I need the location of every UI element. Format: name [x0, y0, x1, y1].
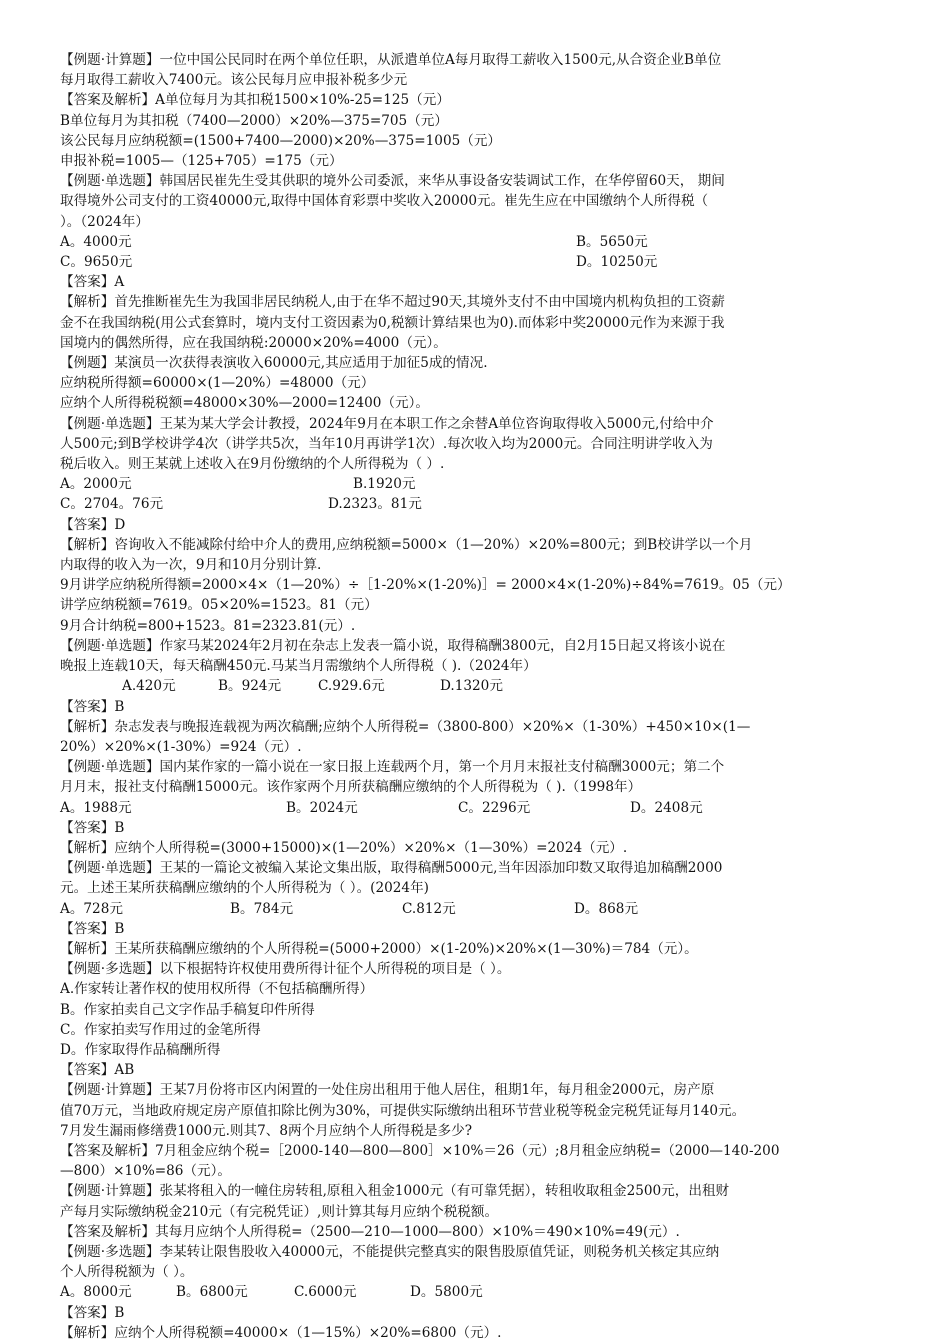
option-cell: C.929.6元 — [318, 678, 385, 695]
text-line: 【例题·多选题】李某转让限售股收入40000元，不能提供完整真实的限售股原值凭证，则税务机关核定其应纳 — [60, 1243, 720, 1260]
option-cell: D。2408元 — [630, 799, 703, 816]
text-line: 【解析】应纳个人所得税额=40000×（1—15%）×20%=6800（元）. — [60, 1324, 502, 1341]
text-line: 20%）×20%×(1-30%）=924（元）. — [60, 738, 302, 755]
text-line: 7月发生漏雨修缮费1000元.则其7、8两个月应纳个人所得税是多少? — [60, 1122, 472, 1139]
option-cell: C。2704。76元 — [60, 496, 164, 513]
text-line: 税后收入。则王某就上述收入在9月份缴纳的个人所得税为（ ）. — [60, 456, 445, 473]
text-line: —800）×10%=86（元）。 — [60, 1163, 232, 1180]
text-line: 【解析】王某所获稿酬应缴纳的个人所得税=(5000+2000）×(1-20%)×20%×(1—30%)＝784（元）。 — [60, 940, 698, 957]
option-cell: C。2296元 — [458, 799, 531, 816]
text-line: 【例题】某演员一次获得表演收入60000元,其应适用于加征5成的情况. — [60, 355, 488, 372]
text-line: 应纳个人所得税税额=48000×30%—2000=12400（元）。 — [60, 395, 429, 412]
option-row — [60, 798, 892, 818]
text-line: 【答案】B — [60, 698, 125, 715]
text-line: 【答案】B — [60, 1304, 125, 1321]
option-cell: A.420元 — [122, 678, 176, 695]
text-line: A.作家转让著作权的使用权所得（不包括稿酬所得） — [60, 981, 374, 998]
text-line: 【例题·单选题】王某为某大学会计教授，2024年9月在本职工作之余替A单位咨询取得收入5000元,付给中介 — [60, 415, 714, 432]
option-cell: A。8000元 — [60, 1284, 132, 1301]
option-cell: C。9650元 — [60, 254, 133, 271]
option-cell: D。868元 — [574, 900, 639, 917]
text-line: 【答案及解析】其每月应纳个人所得税=（2500—210—1000—800）×10%＝490×10%=49(元）. — [60, 1223, 680, 1240]
text-line: 9月合计纳税=800+1523。81=2323.81(元）. — [60, 617, 356, 634]
text-line: 【例题·单选题】王某的一篇论文被编入某论文集出版，取得稿酬5000元,当年因添加印数又取得追加稿酬2000 — [60, 860, 723, 877]
text-line: 【例题·计算题】王某7月份将市区内闲置的一处住房出租用于他人居住，租期1年，每月租金2000元，房产原 — [60, 1082, 715, 1099]
text-line: 讲学应纳税额=7619。05×20%=1523。81（元） — [60, 597, 378, 614]
text-line: 内取得的收入为一次，9月和10月分别计算. — [60, 557, 322, 574]
text-line: 元。上述王某所获稿酬应缴纳的个人所得税为（ ）。(2024年) — [60, 880, 429, 897]
option-cell: D。5800元 — [410, 1284, 483, 1301]
text-line: 【答案】B — [60, 819, 125, 836]
option-cell: A。728元 — [60, 900, 123, 917]
text-line: 【例题·单选题】作家马某2024年2月初在杂志上发表一篇小说，取得稿酬3800元，自2月15日起又将该小说在 — [60, 637, 726, 654]
text-line: 金不在我国纳税(用公式套算时，境内支付工资因素为0,税额计算结果也为0).而体彩中奖20000元作为来源于我 — [60, 314, 725, 331]
text-line: 【例题·单选题】韩国居民崔先生受其供职的境外公司委派，来华从事设备安装调试工作，在华停留60天， 期间 — [60, 173, 725, 190]
text-line: 【答案】A — [60, 274, 125, 291]
text-line: 【例题·计算题】一位中国公民同时在两个单位任职，从派遣单位A每月取得工薪收入1500元,从合资企业B单位 — [60, 52, 722, 68]
text-line: 月月末，报社支付稿酬15000元。该作家两个月所获稿酬应缴纳的个人所得税为（ ).（1998年） — [60, 779, 642, 796]
text-line: 个人所得税额为（ ）。 — [60, 1264, 194, 1281]
text-line: D。作家取得作品稿酬所得 — [60, 1041, 221, 1058]
option-cell: C.812元 — [402, 900, 456, 917]
option-row — [60, 474, 892, 494]
option-cell: A。1988元 — [60, 799, 132, 816]
text-line: 【答案】AB — [60, 1062, 135, 1079]
option-cell: A。4000元 — [60, 233, 132, 250]
text-line: 晚报上连载10天，每天稿酬450元.马某当月需缴纳个人所得税（ ).（2024年） — [60, 658, 537, 675]
text-line: 【解析】首先推断崔先生为我国非居民纳税人,由于在华不超过90天,其境外支付不由中国境内机构负担的工资薪 — [60, 294, 725, 311]
document-content — [60, 50, 892, 1343]
text-line: 【例题·单选题】国内某作家的一篇小说在一家日报上连载两个月，第一个月月末报社支付稿酬3000元；第二个 — [60, 759, 725, 776]
text-line: 【例题·多选题】以下根据特许权使用费所得计征个人所得税的项目是（ ）。 — [60, 961, 511, 978]
option-cell: A。2000元 — [60, 476, 132, 493]
option-row — [60, 252, 892, 272]
option-row — [60, 232, 892, 252]
option-row — [60, 899, 892, 919]
text-line: 【解析】应纳个人所得税=(3000+15000)×(1—20%）×20%×（1—30%）=2024（元）. — [60, 839, 628, 856]
option-cell: B。5650元 — [576, 233, 648, 250]
text-line: 【答案】D — [60, 516, 126, 533]
text-line: 申报补税=1005—（125+705）=175（元） — [60, 153, 343, 170]
option-row — [60, 494, 892, 514]
text-line: 每月取得工薪收入7400元。该公民每月应申报补税多少元 — [60, 72, 408, 89]
text-line: 人500元;到B学校讲学4次（讲学共5次，当年10月再讲学1次）.每次收入均为2000元。合同注明讲学收入为 — [60, 435, 713, 452]
text-line: 国境内的偶然所得，应在我国纳税:20000×20%=4000（元）。 — [60, 334, 447, 351]
text-line: ）。（2024年） — [60, 213, 149, 230]
text-line: 取得境外公司支付的工资40000元,取得中国体育彩票中奖收入20000元。崔先生应在中国缴纳个人所得税（ — [60, 193, 709, 210]
text-line: 9月讲学应纳税所得额=2000×4×（1—20%）÷［1-20%×(1-20%)］= 2000×4×(1-20%)÷84%=7619。05（元） — [60, 577, 791, 594]
option-cell: B。924元 — [218, 678, 282, 695]
text-line: B。作家拍卖自己文字作品手稿复印件所得 — [60, 1001, 315, 1018]
option-cell: D.2323。81元 — [328, 496, 422, 513]
text-line: 【答案及解析】7月租金应纳个税=［2000-140—800—800］×10%＝26（元）;8月租金应纳税=（2000—140-200 — [60, 1142, 780, 1159]
option-row — [60, 676, 892, 696]
option-cell — [60, 676, 122, 696]
option-cell: C.6000元 — [294, 1284, 357, 1301]
option-cell: D.1320元 — [440, 678, 503, 695]
text-line: 【例题·计算题】张某将租入的一幢住房转租,原租入租金1000元（有可靠凭据），转租收取租金2500元，出租财 — [60, 1183, 730, 1200]
option-cell: D。10250元 — [576, 254, 658, 271]
option-cell: B。784元 — [230, 900, 294, 917]
text-line: 【解析】咨询收入不能减除付给中介人的费用,应纳税额=5000×（1—20%）×20%=800元；到B校讲学以一个月 — [60, 536, 753, 553]
text-line: 值70万元，当地政府规定房产原值扣除比例为30%，可提供实际缴纳出租环节营业税等税金完税凭证每月140元。 — [60, 1102, 746, 1119]
text-line: 产每月实际缴纳税金210元（有完税凭证）,则计算其每月应纳个税税额。 — [60, 1203, 499, 1220]
text-line: 该公民每月应纳税额=(1500+7400—2000)×20%—375=1005（元） — [60, 132, 502, 149]
text-line: B单位每月为其扣税（7400—2000）×20%—375=705（元） — [60, 112, 448, 129]
text-line: 应纳税所得额=60000×(1—20%）=48000（元） — [60, 375, 375, 392]
text-line: 【答案】B — [60, 920, 125, 937]
option-row — [60, 1282, 892, 1302]
option-cell: B.1920元 — [353, 476, 416, 493]
text-line: C。作家拍卖写作用过的金笔所得 — [60, 1021, 261, 1038]
option-cell: B。2024元 — [286, 799, 358, 816]
text-line: 【答案及解析】A单位每月为其扣税1500×10%-25=125（元） — [60, 92, 450, 109]
option-cell: B。6800元 — [176, 1284, 248, 1301]
text-line: 【解析】杂志发表与晚报连载视为两次稿酬;应纳个人所得税=（3800-800）×20%×（1-30%）+450×10×(1— — [60, 718, 751, 735]
